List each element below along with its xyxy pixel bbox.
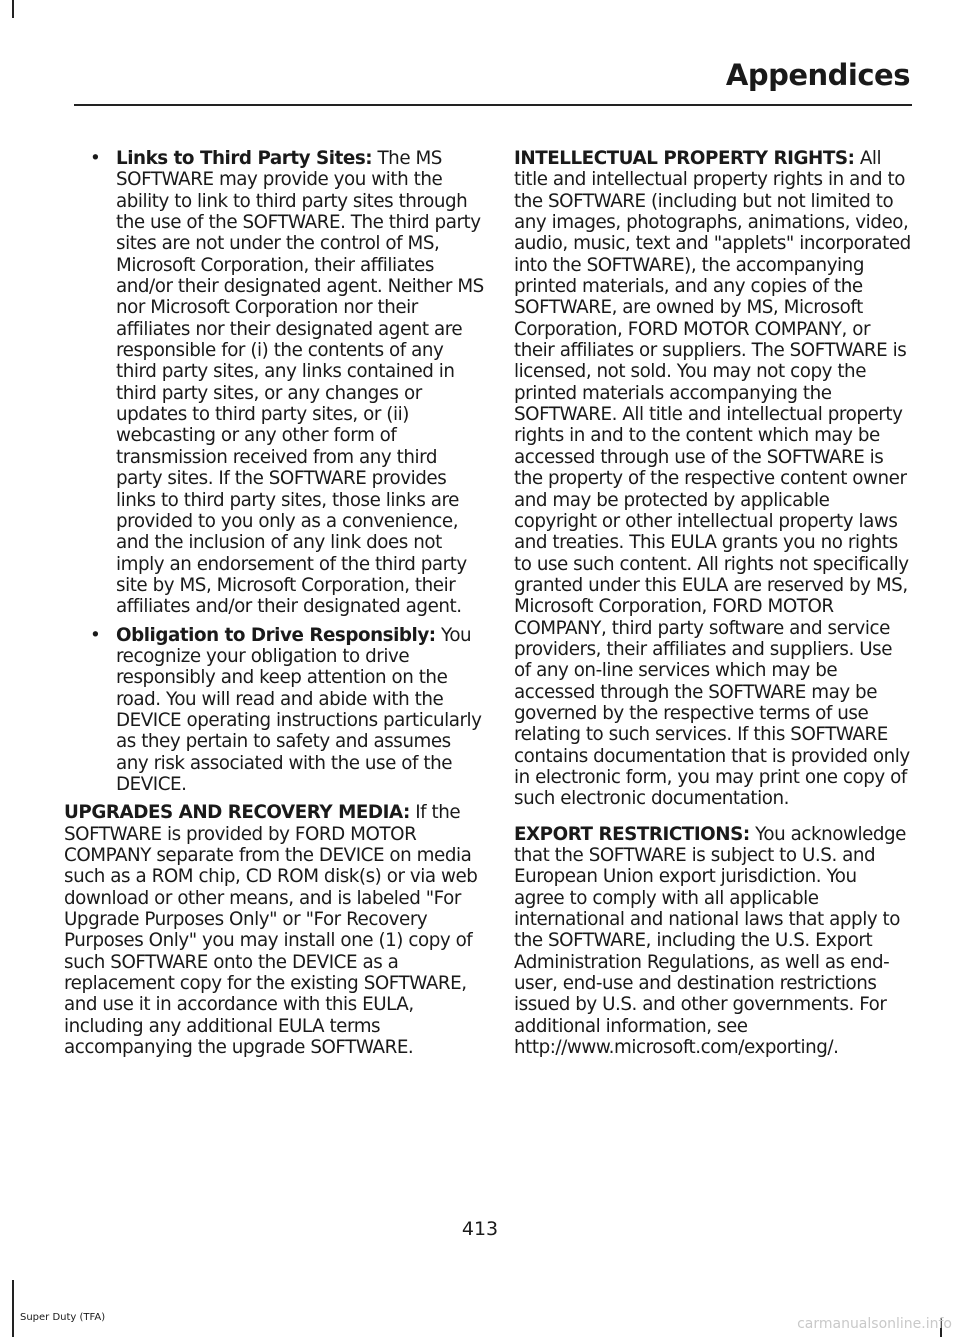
section-text: You acknowledge that the SOFTWARE is subject to U.S. and European Union export jurisdiction. You agree to comply with all applicable international and national laws that apply to the SOFTWARE, including the U.S. Export Administration Regulations, as well as end-user, end-use and destination restrictions issued by U.S. and other governments. For additional information, see http://www.microsoft.com/exporting/. <box>514 823 906 1059</box>
bullet-text: The MS SOFTWARE may provide you with the ability to link to third party sites through the use of the SOFTWARE. The third party sites are not under the control of MS, Microsoft Corporation, their affiliates and/or their designated agent. Neither MS nor Microsoft Corporation nor their affiliates nor their designated agent are responsible for (i) the contents of any third party sites, any links contained in third party sites, or any changes or updates to third party sites, or (ii) webcasting or any other form of transmission received from any third party sites. If the SOFTWARE provides links to third party sites, those links are provided to you only as a convenience, and the inclusion of any link does not imply an endorsement of the third party site by MS, Microsoft Corporation, their affiliates and/or their designated agent. <box>116 148 484 618</box>
page-title: Appendices <box>725 58 910 92</box>
bullet-title: Links to Third Party Sites: <box>116 148 373 169</box>
footer-model: Super Duty (TFA) <box>20 1312 106 1323</box>
bullet-links-third-party <box>90 148 486 618</box>
section-heading: EXPORT RESTRICTIONS: <box>514 823 750 845</box>
header-divider <box>74 104 912 106</box>
section-text: If the SOFTWARE is provided by FORD MOTOR COMPANY separate from the DEVICE on media such as a ROM chip, CD ROM disk(s) or via web download or other means, and is labeled "For Upgrade Purposes Only" or "For Recovery Purposes Only" you may install one (1) copy of such SOFTWARE onto the DEVICE as a replacement copy for the existing SOFTWARE, and use it in accordance with this EULA, including any additional EULA terms accompanying the upgrade SOFTWARE. <box>64 802 478 1059</box>
left-column <box>64 148 486 1065</box>
section-upgrades <box>64 802 492 1058</box>
bullet-dot-icon: • <box>90 148 101 169</box>
section-heading: UPGRADES AND RECOVERY MEDIA: <box>64 802 410 824</box>
crop-mark-top-left <box>12 0 14 18</box>
crop-mark-bottom-left <box>12 1280 14 1337</box>
bullet-drive-responsibly <box>90 625 486 796</box>
section-export-restrictions <box>514 824 912 1059</box>
section-text: All title and intellectual property rights in and to the SOFTWARE (including but not limited to any images, photographs, animations, video, audio, music, text and "applets" incorporated into the SOFTWARE), the accompanying printed materials, and any copies of the SOFTWARE, are owned by MS, Microsoft Corporation, FORD MOTOR COMPANY, or their affiliates or suppliers. The SOFTWARE is licensed, not sold. You may not copy the printed materials accompanying the SOFTWARE. All title and intellectual property rights in and to the content which may be accessed through use of the SOFTWARE is the property of the respective content owner and may be protected by applicable copyright or other intellectual property laws and treaties. This EULA grants you no rights to use such content. All rights not specifically granted under this EULA are reserved by MS, Microsoft Corporation, FORD MOTOR COMPANY, third party software and service providers, their affiliates and suppliers. Use of any on-line services which may be accessed through the SOFTWARE may be governed by the respective terms of use relating to such services. If this SOFTWARE contains documentation that is provided only in electronic form, you may print one copy of such electronic documentation. <box>514 148 911 810</box>
right-column <box>514 148 912 1065</box>
bullet-dot-icon: • <box>90 624 101 646</box>
watermark: carmanualsonline.info <box>797 1316 952 1332</box>
page-number: 413 <box>461 1218 499 1240</box>
bullet-title: Obligation to Drive Responsibly: <box>116 624 436 646</box>
bullet-text: You recognize your obligation to drive responsibly and keep attention on the road. You will read and abide with the DEVICE operating instructions particularly as they pertain to safety and assumes any risk associated with the use of the DEVICE. <box>116 624 482 795</box>
section-heading: INTELLECTUAL PROPERTY RIGHTS: <box>514 148 855 169</box>
section-intellectual-property <box>514 148 912 810</box>
